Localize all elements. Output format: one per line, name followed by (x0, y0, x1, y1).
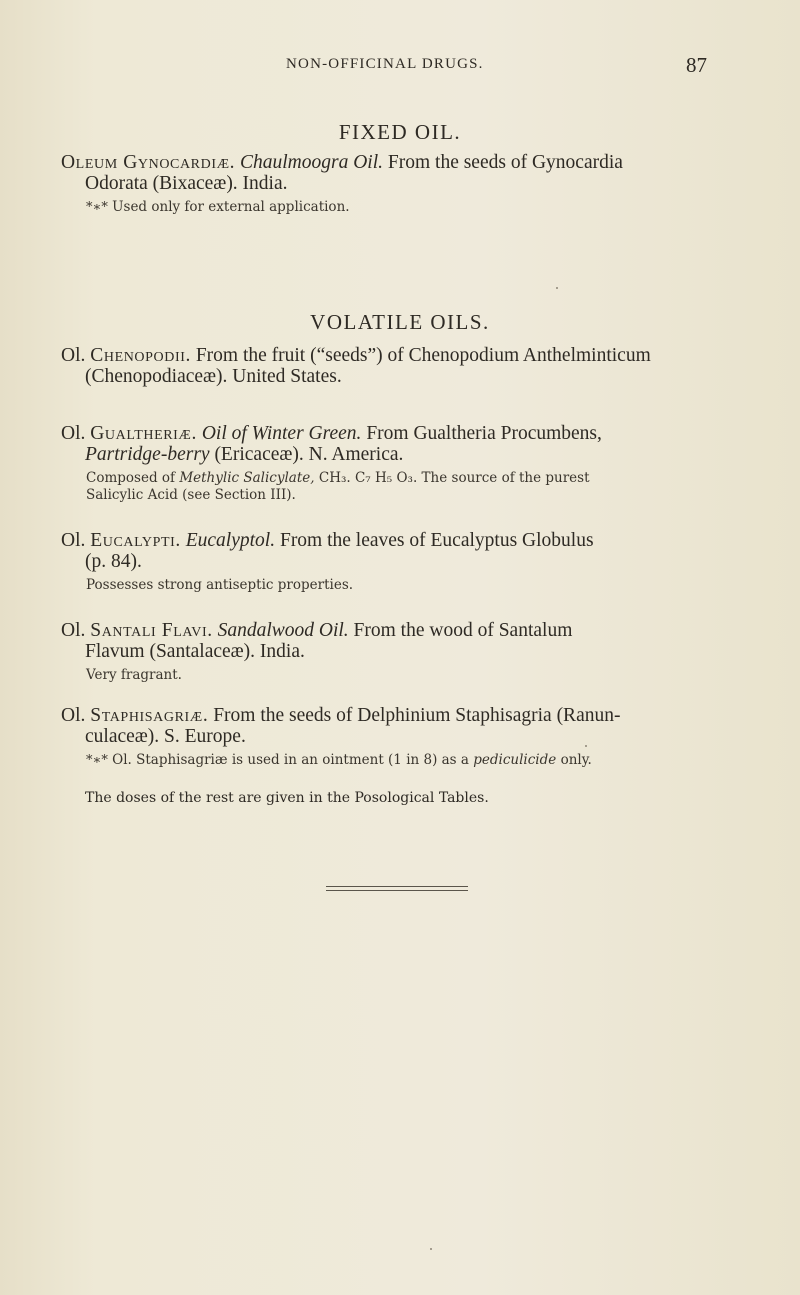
latin-name: Oleum Gynocardiæ. (61, 152, 236, 173)
english-name: Sandalwood Oil. (217, 620, 349, 641)
entry-text: From the leaves of Eucalyptus Globulus (279, 530, 594, 551)
entry-prefix: Ol. (61, 345, 86, 366)
end-rule-bottom (326, 890, 468, 891)
entry-text-2: Flavum (Santalaceæ). India. (85, 641, 305, 662)
compound-name: Methylic Salicylate, (179, 470, 315, 486)
asterism: *∗* (86, 200, 108, 215)
closing-remark: The doses of the rest are given in the Posological Tables. (85, 790, 489, 806)
entry-main (61, 152, 761, 194)
entry-text-2: (Chenopodiaceæ). United States. (85, 366, 342, 387)
paper-speck (430, 1248, 432, 1250)
entry-gynocardia (61, 152, 761, 216)
asterism: *∗* (86, 753, 108, 768)
note-text: Used only for external application. (112, 199, 350, 215)
entry-text: From the fruit (“seeds”) of Chenopodium Anthelminticum (195, 345, 651, 366)
english-name: Oil of Winter Green. (201, 423, 362, 444)
note-italic: pediculicide (473, 752, 557, 768)
chemical-formula: CH₃. C₇ H₅ O₃. (318, 470, 418, 486)
latin-name: Staphisagriæ. (90, 705, 209, 726)
latin-name: Gualtheriæ. (90, 423, 197, 444)
entry-text: From the wood of Santalum (353, 620, 573, 641)
note-text: Possesses strong antiseptic properties. (86, 577, 354, 593)
entry-eucalypti (61, 530, 761, 594)
note-text: Composed of (86, 470, 176, 486)
note-text-2: Salicylic Acid (see Section III). (86, 487, 296, 503)
entry-santali (61, 620, 761, 684)
entry-gualtheriae (61, 423, 761, 504)
running-head-title: NON-OFFICINAL DRUGS. (286, 56, 484, 72)
latin-name: Chenopodii. (90, 345, 191, 366)
entry-text: From the seeds of Gynocardia (387, 152, 623, 173)
entry-note (61, 470, 761, 504)
page-number: 87 (686, 53, 707, 77)
latin-name: Santali Flavi. (90, 620, 213, 641)
entry-chenopodii (61, 345, 761, 387)
note-text-rest: only. (560, 752, 592, 768)
volatile-oils-heading: VOLATILE OILS. (310, 310, 490, 334)
english-name: Chaulmoogra Oil. (240, 152, 384, 173)
note-text: Ol. Staphisagriæ is used in an ointment (1 in 8) as a (112, 752, 469, 768)
entry-note (61, 577, 761, 594)
fixed-oil-heading: FIXED OIL. (338, 120, 462, 144)
entry-text-2: Odorata (Bixaceæ). India. (85, 173, 288, 194)
note-text-rest: The source of the purest (421, 470, 590, 486)
entry-note (61, 667, 761, 684)
entry-prefix: Ol. (61, 530, 86, 551)
entry-prefix: Ol. (61, 705, 86, 726)
entry-text: From the seeds of Delphinium Staphisagria (Ranun- (213, 705, 621, 726)
entry-text-2: culaceæ). S. Europe. (85, 726, 246, 747)
entry-prefix: Ol. (61, 620, 86, 641)
latin-name: Eucalypti. (90, 530, 181, 551)
entry-staphisagriae (61, 705, 761, 769)
end-rule-top (326, 886, 468, 887)
common-name: Partridge-berry (85, 444, 210, 465)
paper-speck (556, 287, 558, 289)
note-text: Very fragrant. (86, 667, 182, 683)
paper-speck (585, 745, 587, 747)
entry-note (61, 199, 761, 216)
entry-text: From Gualtheria Procumbens, (366, 423, 602, 444)
entry-text-2: (Ericaceæ). N. America. (214, 444, 404, 465)
english-name: Eucalyptol. (185, 530, 276, 551)
entry-prefix: Ol. (61, 423, 86, 444)
entry-text-2: (p. 84). (85, 551, 142, 572)
entry-note (61, 752, 761, 769)
